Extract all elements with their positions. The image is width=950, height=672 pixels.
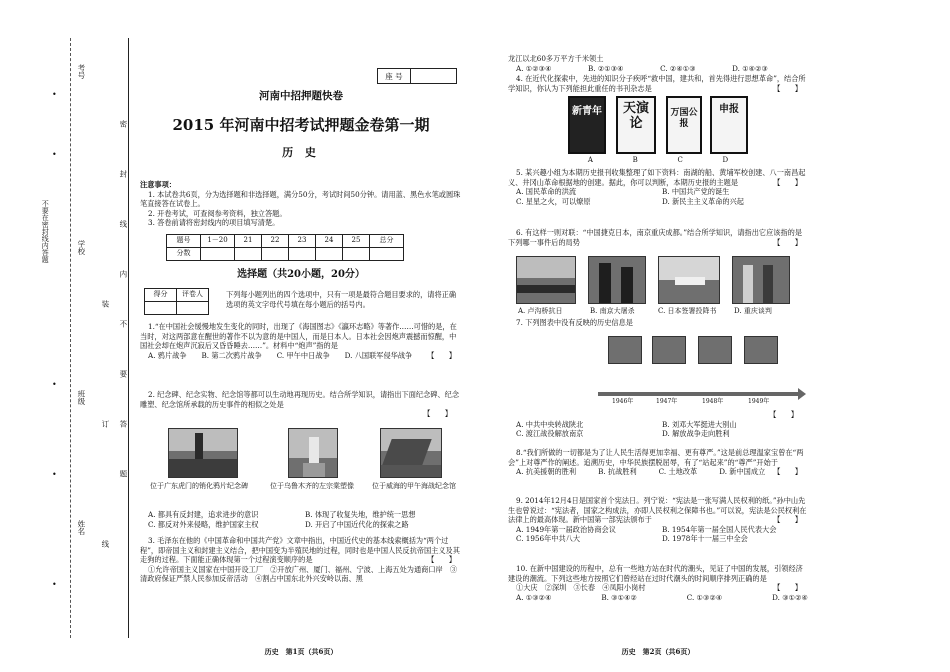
options xyxy=(140,510,462,529)
question-2 xyxy=(140,390,462,419)
score-header-cell: 23 xyxy=(289,235,316,248)
photo-caption: C. 日本签署投降书 xyxy=(658,307,717,315)
binding-banji: 班级 xyxy=(76,390,86,405)
page-footer: 历史 第1页（共6页） xyxy=(264,646,338,656)
binding-xuexiao: 学校 xyxy=(76,240,86,255)
binding-dashed-line xyxy=(70,38,71,638)
photo-zuo-zongtang-statue xyxy=(288,428,338,478)
page-2 xyxy=(508,36,808,656)
timeline-year: 1949年 xyxy=(748,398,770,405)
option-a: A. 鸦片战争 xyxy=(148,350,187,360)
score-header-cell: 21 xyxy=(235,235,262,248)
score-cell[interactable] xyxy=(316,248,343,261)
notice-item: 3. 答卷前请将密封线内的项目填写清楚。 xyxy=(148,218,280,227)
cover-label: B xyxy=(632,156,638,164)
exam-title: 2015 年河南中招考试押题金卷第一期 xyxy=(172,116,430,134)
score-header-cell: 题号 xyxy=(167,235,201,248)
photo-nanjing xyxy=(588,256,646,304)
option-d: D. ①④②③ xyxy=(732,63,768,73)
binding-dot: • xyxy=(52,150,57,159)
score-header-cell: 1－20 xyxy=(201,235,235,248)
question-stem: 8.“我们所做的一切都是为了让人民生活得更加幸福、更有尊严。”这是前总理温家宝曾在“两会”上对尊严作的阐述。追溯历史，中华民族摆脱屈辱，有了“站起来”的“尊严”开始于 xyxy=(508,448,804,467)
photo-caption: B. 南京大屠杀 xyxy=(590,307,635,315)
seal-char-1: 密 xyxy=(118,120,128,128)
question-items: ①允许帝国主义国家在中国开设工厂 ②开放广州、厦门、福州、宁波、上海五处为通商口岸 ③清政府保证严禁人民参加反帝活动 ④割占中国东北外兴安岭以南、黑 xyxy=(140,564,458,583)
option-b: B. ③①④② xyxy=(601,592,637,602)
binding-line xyxy=(128,38,129,638)
cover-shenbao xyxy=(710,96,748,154)
seat-label: 座 号 xyxy=(378,69,411,83)
answer-bracket[interactable]: 【 】 xyxy=(773,583,802,592)
question-5 xyxy=(508,168,808,206)
timeline-photo xyxy=(608,336,642,364)
cover-labels xyxy=(568,156,748,165)
option-c: C. ①③②④ xyxy=(686,592,723,602)
option-c: C. 土地改革 xyxy=(658,467,698,476)
timeline-graphic xyxy=(598,366,798,406)
answer-bracket[interactable]: 【 】 xyxy=(427,350,456,360)
cover-label: D xyxy=(722,156,729,164)
binding-dot: • xyxy=(52,90,57,99)
question-7-options xyxy=(508,410,808,439)
option-a: A. 中共中央转战陕北 xyxy=(516,419,584,429)
section-title: 选择题（共20小题，20分） xyxy=(237,269,365,280)
option-d: D. 1978年十一届三中全会 xyxy=(662,534,748,543)
score-header-cell: 25 xyxy=(343,235,370,248)
answer-bracket[interactable]: 【 】 xyxy=(773,515,802,524)
book-covers xyxy=(568,96,748,154)
question-stem: 6. 有这样一则对联：“中国捷克日本，南京重庆成都。”结合所学知识，请指出它应该指的是下列哪一事件后的局势 xyxy=(508,228,803,247)
question-stem: 1.“在中国社会缓慢地发生变化的同时，出现了《海国图志》《瀛环志略》等著作……可惜的是，在当时，对这两部意在醒世的著作不以为意的是中国人，而是日本人。日本社会因炮声震撼而惊醒，中国社会却在炮声沉寂后又昏昏睡去……”。材料中“炮声”指的是 xyxy=(140,322,457,350)
question-6 xyxy=(508,228,808,247)
cover-title: 新青年 xyxy=(572,106,602,117)
photo-humen-monument xyxy=(168,428,238,478)
series-title: 河南中招押题快卷 xyxy=(259,90,343,102)
photo-caption: 位于乌鲁木齐的左宗棠塑像 xyxy=(270,482,354,490)
score-header-cell: 22 xyxy=(262,235,289,248)
cover-label: C xyxy=(677,156,683,164)
question-stem: 10. 在新中国建设的历程中，总有一些地方站在时代的潮头，见证了中国的发展，引领经济建设的潮流。下列这些地方按照它们曾经站在过时代潮头的时间顺序排列正确的是 xyxy=(508,564,803,583)
seal-char-5: 不 xyxy=(118,320,128,328)
question-stem: 3. 毛泽东在他的《中国革命和中国共产党》文章中指出，中国近代史的基本线索概括为“两个过程”，即帝国主义和封建主义结合，把中国变为半殖民地的过程，同时也是中国人民反抗帝国主义及其走狗的过程。下面能正确体现第一个过程演变顺序的是 xyxy=(140,536,460,564)
option-b: B. 中国共产党的诞生 xyxy=(662,187,730,196)
score-header-cell: 总分 xyxy=(370,235,404,248)
timeline-year: 1948年 xyxy=(702,398,724,405)
seal-char-6: 要 xyxy=(118,370,128,378)
answer-bracket[interactable]: 【 】 xyxy=(773,177,802,187)
options xyxy=(508,593,808,603)
score-table-row xyxy=(167,248,404,261)
option-b: B. 体现了收复失地，维护统一思想 xyxy=(305,510,416,519)
option-c: C. 甲午中日战争 xyxy=(276,350,330,360)
question-8 xyxy=(508,448,808,477)
question-10 xyxy=(508,564,808,602)
option-d: D. ③①②④ xyxy=(772,592,808,602)
grader-score-cell[interactable] xyxy=(145,302,177,315)
seal-char-4: 内 xyxy=(118,270,128,278)
seat-number-box xyxy=(377,68,457,84)
cover-wanguo-gongbao xyxy=(666,96,702,154)
score-cell[interactable] xyxy=(370,248,404,261)
binding-dot: • xyxy=(52,380,57,389)
score-row-label: 分数 xyxy=(167,248,201,261)
line-word-xian: 线 xyxy=(100,540,110,548)
cover-label: A xyxy=(587,156,593,164)
cover-title: 天演论 xyxy=(622,101,649,131)
binding-warning: 不要在密封线内答题 xyxy=(41,200,50,263)
question-1 xyxy=(140,322,462,360)
grader-score-label: 得分 xyxy=(145,289,177,302)
photo-japan-surrender xyxy=(658,256,720,304)
option-a: A. 1949年第一届政治协商会议 xyxy=(516,524,616,534)
option-d: D. 开启了中国近代化的探索之路 xyxy=(305,519,409,529)
timeline-photo xyxy=(652,336,686,364)
option-c: C. 星星之火，可以燎原 xyxy=(516,196,591,206)
notice-item: 2. 开卷考试，可查阅参考资料，独立答题。 xyxy=(148,208,287,218)
notice xyxy=(140,180,462,228)
timeline-year: 1946年 xyxy=(612,398,634,405)
binding-kaohao: 考号 xyxy=(76,64,86,79)
options xyxy=(508,525,808,544)
option-b: B. 1954年第一届全国人民代表大会 xyxy=(662,524,777,534)
notice-item: 1. 本试卷共6页，分为选择题和非选择题，满分50分，考试时间50分钟。请用蓝、黑色水笔或圆珠笔直接答在试卷上。 xyxy=(140,189,461,208)
question-continuation: 龙江以北60多万平方千米领土 xyxy=(508,54,604,63)
photo-chongqing xyxy=(732,256,790,304)
photo-lugouqiao xyxy=(516,256,576,304)
seal-char-2: 封 xyxy=(118,170,128,178)
photo-caption: 位于威海的甲午海战纪念馆 xyxy=(372,482,456,490)
option-a: A. ①②③④ xyxy=(516,63,552,73)
answer-bracket[interactable]: 【 】 xyxy=(773,83,802,93)
line-word-ding: 订 xyxy=(100,420,110,428)
grader-table xyxy=(144,288,209,315)
answer-bracket[interactable]: 【 】 xyxy=(427,555,456,564)
question-stem: 4. 在近代化探索中，先进的知识分子疾呼“救中国，建共和，首先得进行思想革命”，结合所学知识，你认为下列能担此重任的书刊杂志是 xyxy=(508,74,806,93)
question-stem: 5. 某兴趣小组为本期历史报刊收集整理了如下资料：南湖的船、黄埔军校创建、八一南昌起义、井冈山革命根据地的创建。据此，你可以判断，本期历史报的主题是 xyxy=(508,168,806,187)
options xyxy=(508,64,808,74)
score-cell[interactable] xyxy=(289,248,316,261)
binding-dot: • xyxy=(52,580,57,589)
page-footer: 历史 第2页（共6页） xyxy=(621,646,695,656)
option-d: D. 新民主主义革命的兴起 xyxy=(662,196,744,206)
cover-title: 万国公报 xyxy=(670,108,698,129)
grader-name-cell[interactable] xyxy=(177,302,209,315)
option-c: C. 渡江战役解放南京 xyxy=(516,429,584,438)
answer-bracket[interactable]: 【 】 xyxy=(769,410,798,419)
timeline-bar xyxy=(598,392,798,396)
timeline-arrow xyxy=(798,388,806,400)
score-table xyxy=(166,234,404,261)
question-items: ①大庆 ②深圳 ③长春 ④凤阳小岗村 xyxy=(516,583,646,592)
question-stem: 9. 2014年12月4日是国家首个宪法日。列宁说：“宪法是一张写满人民权利的纸。”孙中山先生也曾说过：“宪法者，国家之构成法，亦即人民权利之保障书也。”可以说，宪法是公民权利在法律上的最高体现。新中国第一部宪法颁布于 xyxy=(508,496,807,524)
option-c: C. 都反对外来侵略，维护国家主权 xyxy=(148,519,259,529)
score-cell[interactable] xyxy=(262,248,289,261)
binding-dot: • xyxy=(52,470,57,479)
options xyxy=(508,467,765,477)
line-word-zhuang: 装 xyxy=(100,300,110,308)
score-cell[interactable] xyxy=(201,248,235,261)
cover-title: 申报 xyxy=(719,104,739,115)
photo-caption: A. 卢沟桥抗日 xyxy=(518,307,563,315)
option-c: C. ②④①③ xyxy=(660,63,696,73)
answer-bracket[interactable]: 【 】 xyxy=(773,467,802,476)
question-3 xyxy=(140,536,462,584)
notice-head: 注意事项： xyxy=(140,180,176,189)
option-b: B. 刘邓大军挺进大别山 xyxy=(662,419,737,429)
score-cell[interactable] xyxy=(235,248,262,261)
timeline-photo xyxy=(698,336,732,364)
option-b: B. ②①③④ xyxy=(588,63,624,73)
question-9 xyxy=(508,496,808,544)
page-1 xyxy=(140,36,462,656)
seal-char-8: 题 xyxy=(118,470,128,478)
option-a: A. 国民革命的洪流 xyxy=(516,187,577,196)
photo-caption: 位于广东虎门的销化鸦片纪念碑 xyxy=(150,482,248,490)
options xyxy=(508,420,808,439)
seal-char-3: 线 xyxy=(118,220,128,228)
section-instruction: 下列每小题列出的四个选项中，只有一项是最符合题目要求的，请将正确选项的英文字母代号填在每小题后的括号内。 xyxy=(226,290,457,309)
score-cell[interactable] xyxy=(343,248,370,261)
timeline-photo xyxy=(744,336,778,364)
option-b: B. 第二次鸦片战争 xyxy=(201,350,262,360)
option-d: D. 新中国成立 xyxy=(719,467,766,476)
option-c: C. 1956年中共八大 xyxy=(516,534,581,543)
option-a: A. 都具有反封建，追求进步的意识 xyxy=(148,510,259,519)
question-3-continued xyxy=(508,54,808,73)
option-d: D. 八国联军侵华战争 xyxy=(344,350,413,360)
binding-xingming: 姓名 xyxy=(76,520,86,535)
question-stem: 2. 纪念碑、纪念实物、纪念馆等都可以生动地再现历史。结合所学知识，请指出下面纪念碑、纪念雕塑、纪念馆所承载的历史事件的相似之处是 xyxy=(140,390,460,409)
question-7 xyxy=(508,318,808,328)
question-2-options xyxy=(140,510,462,529)
option-a: A. ①③②④ xyxy=(516,592,552,602)
score-header-cell: 24 xyxy=(316,235,343,248)
option-b: B. 抗战胜利 xyxy=(598,467,637,476)
options xyxy=(508,187,808,206)
score-table-header xyxy=(167,235,404,248)
subject-title: 历 史 xyxy=(282,146,320,159)
binding-margin xyxy=(0,0,140,672)
question-stem: 7. 下列图表中没有反映的历史信息是 xyxy=(516,318,633,327)
cover-new-youth xyxy=(568,96,606,154)
option-a: A. 抗美援朝的胜利 xyxy=(516,467,577,476)
photo-weihai-museum xyxy=(380,428,442,478)
timeline-year: 1947年 xyxy=(656,398,678,405)
option-d: D. 解放战争走向胜利 xyxy=(662,429,730,438)
grader-name-label: 评卷人 xyxy=(177,289,209,302)
answer-bracket[interactable]: 【 】 xyxy=(773,237,802,247)
cover-tianyanlun xyxy=(616,96,656,154)
photo-caption: D. 重庆谈判 xyxy=(734,307,772,315)
answer-bracket[interactable]: 【 】 xyxy=(423,409,452,418)
question-4 xyxy=(508,74,808,93)
options xyxy=(140,351,462,361)
seal-char-7: 答 xyxy=(118,420,128,428)
